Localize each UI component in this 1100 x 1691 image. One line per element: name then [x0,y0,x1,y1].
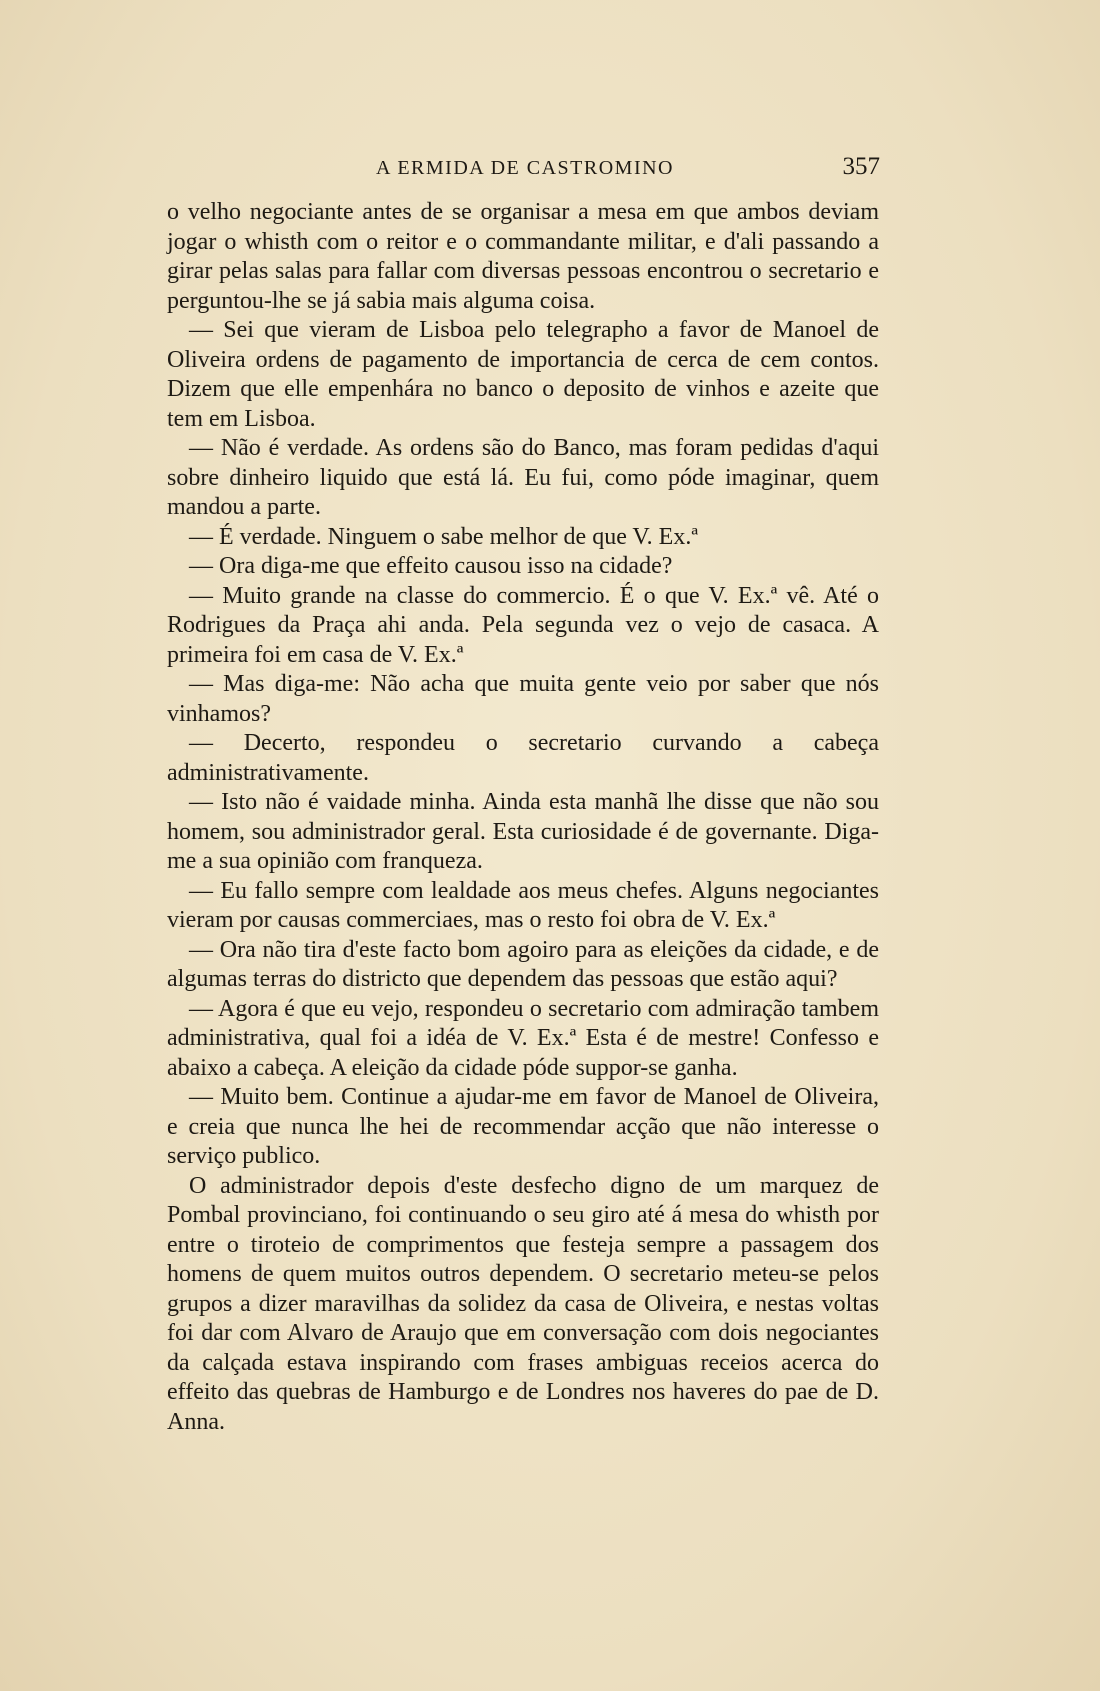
page-header [170,153,880,187]
dialogue-paragraph: — Ora não tira d'este facto bom agoiro para as eleições da cidade, e de algumas terras do districto que dependem das pessoas que estão aqui? [167,936,879,992]
dialogue-paragraph: — Agora é que eu vejo, respondeu o secretario com admiração tambem administrativa, qual foi a idéa de V. Ex.ª Esta é de mestre! Confesso e abaixo a cabeça. A eleição da cidade póde suppor-se ganha. [167,995,879,1081]
dialogue-paragraph: — Sei que vieram de Lisboa pelo telegrapho a favor de Manoel de Oliveira ordens de pagamento de importancia de cerca de cem contos. Dizem que elle empenhára no banco o deposito de vinhos e azeite que tem em Lisboa. [167,317,879,432]
dialogue-paragraph: — Mas diga-me: Não acha que muita gente veio por saber que nós vinhamos? [167,671,879,727]
narrative-paragraph: O administrador depois d'este desfecho digno de um marquez de Pombal provinciano, foi continuando o seu giro até á mesa do whisth por entre o tiroteio de comprimentos que festeja sempre a passagem dos homens de quem muitos outros dependem. O secretario meteu-se pelos grupos a dizer maravilhas da solidez da casa de Oliveira, e nestas voltas foi dar com Alvaro de Araujo que em conversação com dois negociantes da calçada estava inspirando com frases ambiguas receios acerca do effeito das quebras de Hamburgo e de Londres nos haveres do pae de D. Anna. [167,1172,879,1435]
dialogue-paragraph: — É verdade. Ninguem o sabe melhor de que V. Ex.ª [189,523,698,550]
dialogue-paragraph: — Muito bem. Continue a ajudar-me em favor de Manoel de Oliveira, e creia que nunca lhe hei de recommendar acção que não interesse o serviço publico. [167,1084,879,1169]
dialogue-paragraph: — Muito grande na classe do commercio. É o que V. Ex.ª vê. Até o Rodrigues da Praça ahi anda. Pela segunda vez o vejo de casaca. A primeira foi em casa de V. Ex.ª [167,582,879,668]
dialogue-paragraph: — Isto não é vaidade minha. Ainda esta manhã lhe disse que não sou homem, sou administrador geral. Esta curiosidade é de governante. Diga-me a sua opinião com franqueza. [167,789,879,874]
paragraph: o velho negociante antes de se organisar a mesa em que ambos deviam jogar o whisth com o reitor e o commandante militar, e d'ali passando a girar pelas salas para fallar com diversas pessoas encontrou o secretario e perguntou-lhe se já sabia mais alguma coisa. [167,199,879,314]
dialogue-paragraph: — Eu fallo sempre com lealdade aos meus chefes. Alguns negociantes vieram por causas commerciaes, mas o resto foi obra de V. Ex.ª [167,877,879,933]
dialogue-paragraph: — Decerto, respondeu o secretario curvando a cabeça administrativamente. [167,730,879,786]
dialogue-paragraph: — Não é verdade. As ordens são do Banco, mas foram pedidas d'aqui sobre dinheiro liquido que está lá. Eu fui, como póde imaginar, quem mandou a parte. [167,435,879,520]
body-text [167,198,879,1437]
running-title: A ERMIDA DE CASTROMINO [375,157,675,179]
dialogue-paragraph: — Ora diga-me que effeito causou isso na cidade? [189,553,673,579]
page-number: 357 [842,153,880,180]
